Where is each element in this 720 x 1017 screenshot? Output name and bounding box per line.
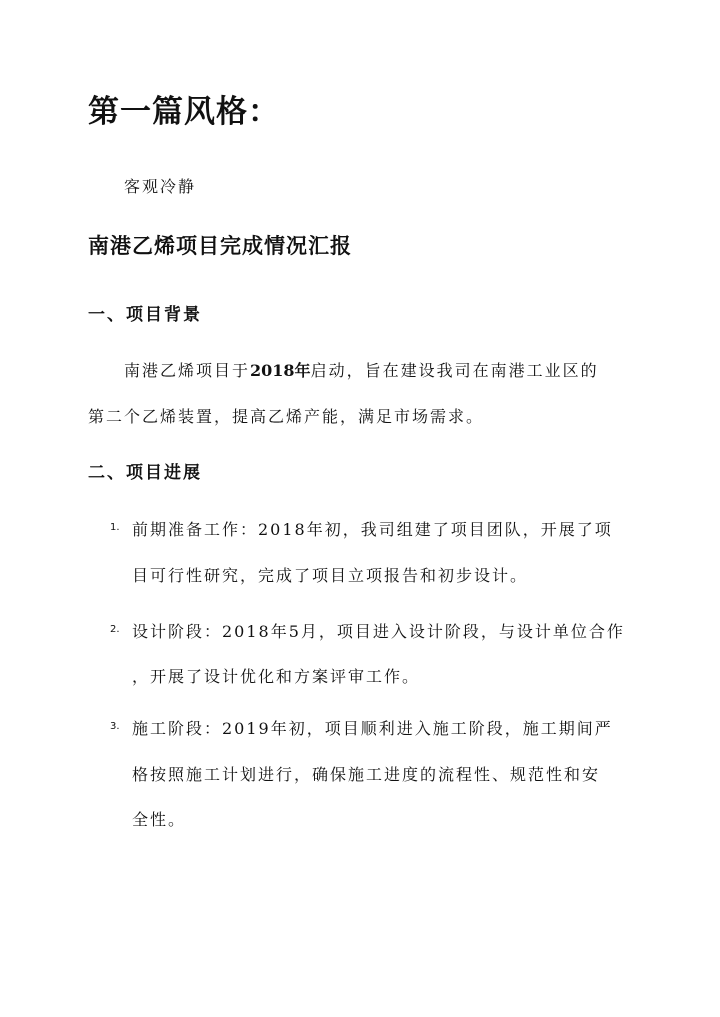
list-item-text: 全性。 <box>132 810 187 829</box>
list-item-text: 施工阶段：2019年初，项目顺利进入施工阶段，施工期间严 <box>132 719 613 738</box>
style-label: 客观冷静 <box>124 177 197 196</box>
background-year: 2018年 <box>250 361 311 380</box>
list-item-number: 1. <box>110 522 120 533</box>
list-item-text: 目可行性研究，完成了项目立项报告和初步设计。 <box>132 566 529 585</box>
report-title: 南港乙烯项目完成情况汇报 <box>88 233 352 258</box>
list-item-number: 3. <box>110 721 120 732</box>
list-item-number: 2. <box>110 624 120 635</box>
section-heading-background: 一、项目背景 <box>88 305 202 325</box>
list-item-text: ，开展了设计优化和方案评审工作。 <box>132 667 421 686</box>
page-title: 第一篇风格： <box>88 94 280 130</box>
list-item-text: 格按照施工计划进行，确保施工进度的流程性、规范性和安 <box>132 765 601 784</box>
background-text: 启动，旨在建设我司在南港工业区的 <box>310 361 599 380</box>
background-text: 南港乙烯项目于 <box>124 361 251 380</box>
section-heading-progress: 二、项目进展 <box>88 463 202 483</box>
background-paragraph-line <box>124 358 599 381</box>
background-paragraph-line: 第二个乙烯装置，提高乙烯产能，满足市场需求。 <box>88 407 485 426</box>
list-item-text: 设计阶段：2018年5月，项目进入设计阶段，与设计单位合作 <box>132 622 625 641</box>
list-item-text: 前期准备工作：2018年初，我司组建了项目团队，开展了项 <box>132 520 613 539</box>
